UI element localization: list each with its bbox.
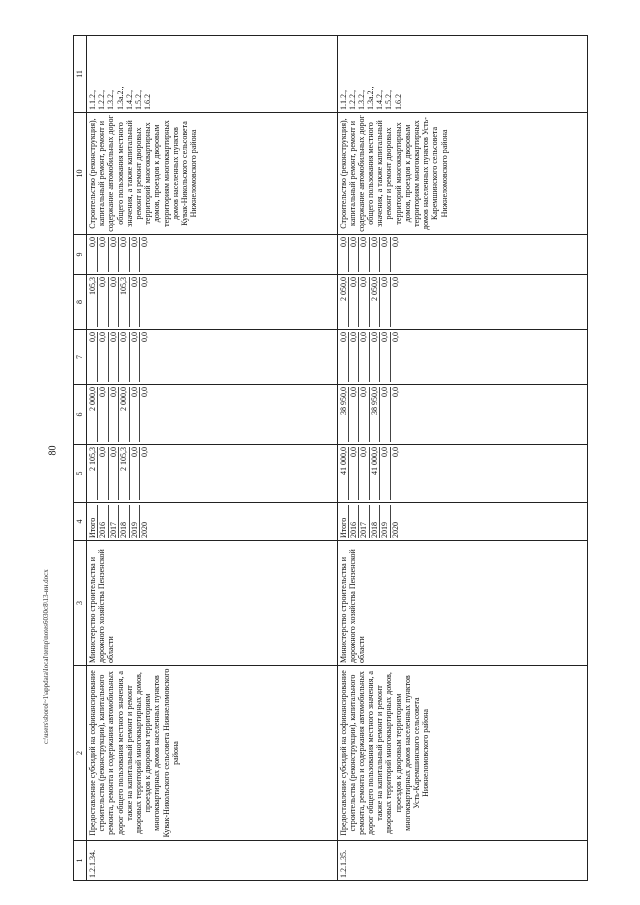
federal-funding-value: 2 000,0 — [88, 387, 98, 442]
total-funding-value: 2 105,3 — [88, 447, 98, 500]
budget-funding-cell — [87, 330, 338, 385]
total-funding-value: 0,0 — [140, 447, 150, 457]
local-funding-value: 2 050,0 — [339, 277, 349, 327]
table-row — [87, 36, 338, 881]
col-header-3: 3 — [74, 541, 87, 666]
indicator-code: 1.3а.2., — [115, 86, 125, 110]
expected-result: Строительство (реконструкция), капитальный ремонт, ремонт и содержание автомобильных дорог общего пользования местного значения, а также капитальный ремонт и ремонт дворовых территорий многоквартирных домов, проездов к дворовым территориям многоквартирных домов населенных пунктов Кувак-Никольского сельсовета Нижнеломовского района — [87, 113, 338, 235]
budget-funding-value: 0,0 — [370, 332, 380, 382]
federal-funding-value: 0,0 — [359, 387, 369, 442]
federal-funding-value: 0,0 — [380, 387, 390, 442]
col-header-4: 4 — [74, 503, 87, 541]
col-header-9: 9 — [74, 235, 87, 275]
indicator-code: 1.4.2., — [375, 90, 385, 110]
other-funding-value: 0,0 — [349, 237, 359, 272]
total-funding-value: 41 000,0 — [370, 447, 380, 500]
indicator-code: 1.2.2., — [97, 90, 107, 110]
year-list-value: 2020 — [140, 522, 150, 538]
other-funding-value: 0,0 — [390, 237, 400, 247]
total-funding-cell — [337, 445, 588, 503]
col-header-2: 2 — [74, 666, 87, 841]
year-list-value: 2018 — [119, 505, 129, 538]
other-funding-value: 0,0 — [109, 237, 119, 272]
row-number: 1.2.1.35. — [337, 841, 588, 881]
federal-funding-cell — [87, 385, 338, 445]
year-list-value: 2019 — [380, 505, 390, 538]
budget-funding-value: 0,0 — [109, 332, 119, 382]
page-number: 80 — [47, 445, 59, 456]
responsible-executor: Министерство строительства и дорожного хозяйства Пензенской области — [337, 541, 588, 666]
col-header-10: 10 — [74, 113, 87, 235]
total-funding-value: 0,0 — [349, 447, 359, 500]
other-funding-value: 0,0 — [339, 237, 349, 272]
indicator-code: 1.3.2., — [356, 90, 366, 110]
indicator-code: 1.5.2., — [133, 90, 143, 110]
budget-funding-value: 0,0 — [380, 332, 390, 382]
federal-funding-value: 0,0 — [390, 387, 400, 397]
budget-funding-value: 0,0 — [140, 332, 150, 342]
federal-funding-value: 0,0 — [109, 387, 119, 442]
year-list-value: 2018 — [370, 505, 380, 538]
total-funding-value: 41 000,0 — [339, 447, 349, 500]
total-funding-value: 0,0 — [359, 447, 369, 500]
year-list-value: 2017 — [359, 505, 369, 538]
total-funding-value: 2 105,3 — [119, 447, 129, 500]
budget-funding-value: 0,0 — [88, 332, 98, 382]
other-funding-value: 0,0 — [119, 237, 129, 272]
indicator-code: 1.3.2., — [106, 90, 116, 110]
other-funding-value: 0,0 — [359, 237, 369, 272]
measure-description: Предоставление субсидий на софинансирование строительства (реконструкции), капитального ремонта, ремонта и содержания автомобильных дорог общего пользования местного значения, а также на капитальный ремонт и ремонт дворовых территорий многоквартирных домов, проездов к дворовым территориям многоквартирных домов населенных пунктов Усть-Каремшинского сельсовета Нижнеломовского района — [337, 666, 588, 841]
federal-funding-value: 2 000,0 — [119, 387, 129, 442]
local-funding-value: 0,0 — [390, 277, 400, 287]
budget-funding-value: 0,0 — [98, 332, 108, 382]
row-number: 1.2.1.34. — [87, 841, 338, 881]
indicator-code: 1.2.2., — [347, 90, 357, 110]
other-funding-value: 0,0 — [88, 237, 98, 272]
col-header-8: 8 — [74, 275, 87, 330]
total-funding-value: 0,0 — [130, 447, 140, 500]
budget-funding-value: 0,0 — [119, 332, 129, 382]
federal-funding-cell — [337, 385, 588, 445]
col-header-5: 5 — [74, 445, 87, 503]
other-funding-value: 0,0 — [98, 237, 108, 272]
federal-funding-value: 0,0 — [140, 387, 150, 397]
header-row — [74, 36, 87, 881]
year-list-cell — [87, 503, 338, 541]
local-funding-value: 0,0 — [359, 277, 369, 327]
year-list-value: Итого — [339, 505, 349, 538]
budget-funding-cell — [337, 330, 588, 385]
measure-description: Предоставление субсидий на софинансирование строительства (реконструкции), капитального ремонта, ремонта и содержания автомобильных дорог общего пользования местного значения, а также на капитальный ремонт и ремонт дворовых территорий многоквартирных домов, проездов к дворовым территориям многоквартирных домов населенных пунктов Кувак-Никольского сельсовета Нижнеломовского района — [87, 666, 338, 841]
indicator-code: 1.3а.2., — [366, 86, 376, 110]
table-row — [337, 36, 588, 881]
indicator-code: 1.5.2., — [384, 90, 394, 110]
indicator-codes-cell — [87, 36, 338, 113]
budget-funding-value: 0,0 — [130, 332, 140, 382]
col-header-6: 6 — [74, 385, 87, 445]
indicator-code: 1.6.2 — [393, 94, 403, 110]
col-header-11: 11 — [74, 36, 87, 113]
year-list-value: 2020 — [390, 522, 400, 538]
other-funding-value: 0,0 — [130, 237, 140, 272]
federal-funding-value: 0,0 — [130, 387, 140, 442]
other-funding-value: 0,0 — [370, 237, 380, 272]
federal-funding-value: 38 950,0 — [339, 387, 349, 442]
budget-funding-value: 0,0 — [390, 332, 400, 342]
col-header-1: 1 — [74, 841, 87, 881]
year-list-value: 2016 — [349, 505, 359, 538]
local-funding-value: 105,3 — [119, 277, 129, 327]
year-list-value: 2019 — [130, 505, 140, 538]
total-funding-value: 0,0 — [109, 447, 119, 500]
local-funding-cell — [87, 275, 338, 330]
col-header-7: 7 — [74, 330, 87, 385]
file-path-footer: c:\users\sborol~1\appdata\local\temp\notes6030c8\13-ин.docx — [42, 569, 50, 744]
year-list-value: 2017 — [109, 505, 119, 538]
total-funding-value: 0,0 — [380, 447, 390, 500]
budget-funding-value: 0,0 — [339, 332, 349, 382]
other-funding-cell — [87, 235, 338, 275]
local-funding-value: 0,0 — [349, 277, 359, 327]
total-funding-value: 0,0 — [390, 447, 400, 457]
total-funding-value: 0,0 — [98, 447, 108, 500]
indicator-code: 1.6.2 — [143, 94, 153, 110]
other-funding-value: 0,0 — [380, 237, 390, 272]
indicator-code: 1.4.2., — [124, 90, 134, 110]
local-funding-value: 0,0 — [140, 277, 150, 287]
local-funding-value: 105,3 — [88, 277, 98, 327]
local-funding-value: 0,0 — [109, 277, 119, 327]
total-funding-cell — [87, 445, 338, 503]
local-funding-value: 2 050,0 — [370, 277, 380, 327]
federal-funding-value: 38 950,0 — [370, 387, 380, 442]
year-list-value: 2016 — [98, 505, 108, 538]
indicator-code: 1.1.2., — [338, 90, 348, 110]
indicator-code: 1.1.2., — [88, 90, 97, 110]
other-funding-value: 0,0 — [140, 237, 150, 247]
rotated-table-container — [73, 36, 588, 881]
local-funding-value: 0,0 — [98, 277, 108, 327]
year-list-cell — [337, 503, 588, 541]
budget-funding-value: 0,0 — [349, 332, 359, 382]
federal-funding-value: 0,0 — [349, 387, 359, 442]
other-funding-cell — [337, 235, 588, 275]
local-funding-value: 0,0 — [380, 277, 390, 327]
responsible-executor: Министерство строительства и дорожного хозяйства Пензенской области — [87, 541, 338, 666]
indicator-codes-cell — [337, 36, 588, 113]
federal-funding-value: 0,0 — [98, 387, 108, 442]
budget-funding-value: 0,0 — [359, 332, 369, 382]
program-table — [73, 35, 588, 881]
expected-result: Строительство (реконструкция), капитальный ремонт, ремонт и содержание автомобильных дорог общего пользования местного значения, а также капитальный ремонт и ремонт дворовых территорий многоквартирных домов, проездов к дворовым территориям многоквартирных домов населенных пунктов Усть-Каремшинского сельсовета Нижнеломовского района — [337, 113, 588, 235]
local-funding-value: 0,0 — [130, 277, 140, 327]
year-list-value: Итого — [88, 505, 98, 538]
local-funding-cell — [337, 275, 588, 330]
